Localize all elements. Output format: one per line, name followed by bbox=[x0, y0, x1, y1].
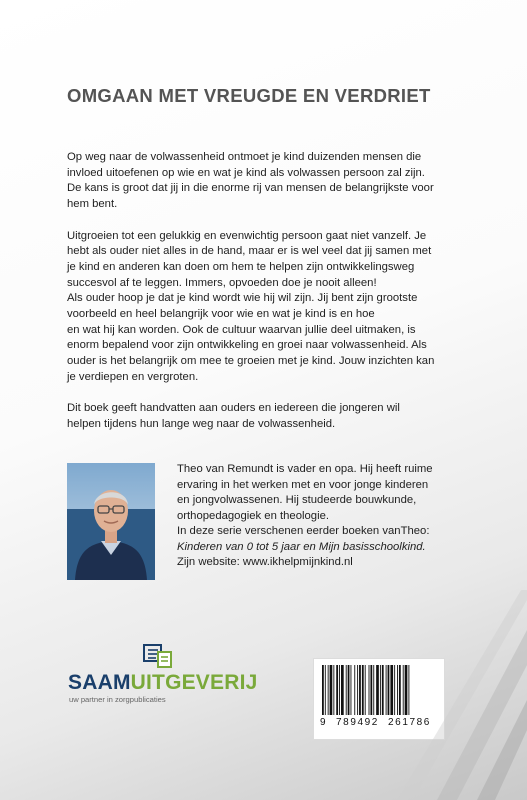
blurb-line: Uitgroeien tot een gelukkig en evenwichtig persoon gaat niet vanzelf. Je bbox=[67, 229, 427, 242]
bio-line: In deze serie verschenen eerder boeken vanTheo: bbox=[177, 525, 430, 537]
barcode-bar bbox=[373, 665, 374, 715]
blurb-text bbox=[67, 150, 487, 448]
blurb-paragraph-2 bbox=[67, 229, 487, 386]
barcode-bar bbox=[370, 665, 372, 715]
barcode-bar bbox=[351, 665, 352, 715]
barcode-bar bbox=[330, 665, 333, 715]
blurb-line: voorbeeld en heel belangrijk voor wie en wat je kind is en hoe bbox=[67, 308, 375, 321]
barcode-bar bbox=[359, 665, 361, 715]
blurb-line: Op weg naar de volwassenheid ontmoet je kind duizenden mensen die bbox=[67, 151, 422, 163]
barcode-bar bbox=[362, 665, 364, 715]
book-title: OMGAAN MET VREUGDE EN VERDRIET bbox=[67, 85, 431, 106]
blurb-line: hem bent. bbox=[67, 198, 118, 211]
bio-line: Theo van Remundt is vader en opa. Hij heeft ruime bbox=[177, 463, 433, 475]
decorative-stripes bbox=[377, 590, 527, 800]
author-bio bbox=[177, 462, 487, 571]
barcode-bar bbox=[328, 665, 329, 715]
barcode-bar bbox=[322, 665, 324, 715]
blurb-line: je kind en anderen kan doen om hem te helpen zijn ontwikkelingsweg bbox=[67, 260, 415, 273]
bio-previous-books: Kinderen van 0 tot 5 jaar en Mijn basisschoolkind. bbox=[177, 540, 426, 553]
bio-line: ervaring in het werken met en voor jonge kinderen bbox=[177, 478, 429, 491]
author-photo bbox=[67, 463, 155, 580]
bio-line: orthopedagogiek en theologie. bbox=[177, 509, 330, 522]
barcode-group-1: 789492 bbox=[336, 717, 379, 728]
barcode-first-digit: 9 bbox=[320, 717, 326, 728]
bio-line: en jongvolwassenen. Hij studeerde bouwkunde, bbox=[177, 494, 417, 506]
blurb-line: hebt als ouder niet alles in de hand, maar er is wel veel dat jij samen met bbox=[67, 245, 432, 258]
publisher-tagline: uw partner in zorgpublicaties bbox=[69, 695, 166, 704]
blurb-line: ouder is het belangrijk om mee te groeien met je kind. Jouw inzichten kan bbox=[67, 355, 435, 368]
blurb-line: Dit boek geeft handvatten aan ouders en iedereen die jongeren wil bbox=[67, 402, 400, 415]
barcode-bar bbox=[346, 665, 347, 715]
barcode-bar bbox=[365, 665, 366, 715]
blurb-line: De kans is groot dat jij in die enorme rij van mensen de belangrijkste voor bbox=[67, 182, 434, 195]
barcode-bar bbox=[341, 665, 344, 715]
bio-website: Zijn website: www.ikhelpmijnkind.nl bbox=[177, 556, 353, 568]
blurb-line: je verdiepen en vergroten. bbox=[67, 370, 199, 383]
barcode-group-2: 261786 bbox=[388, 717, 431, 728]
publisher-name-saam: SAAM bbox=[68, 671, 131, 694]
blurb-line: enorm bepalend voor zijn ontwikkeling en groei naar volwassenheid. Als bbox=[67, 339, 427, 352]
blurb-line: succesvol af te leggen. Immers, opvoeden doe je nooit alleen! bbox=[67, 276, 377, 289]
barcode-bar bbox=[339, 665, 340, 715]
barcode-bar bbox=[333, 665, 334, 715]
blurb-paragraph-3 bbox=[67, 401, 487, 432]
publisher-name-uitgeverij: UITGEVERIJ bbox=[130, 671, 258, 694]
barcode-bar bbox=[369, 665, 370, 715]
barcode-bar bbox=[325, 665, 326, 715]
blurb-line: helpen tijdens hun lange weg naar de volwassenheid. bbox=[67, 417, 336, 430]
publisher-logo-icon bbox=[139, 641, 175, 671]
publisher-name bbox=[68, 671, 258, 695]
barcode-bar bbox=[348, 665, 350, 715]
blurb-paragraph-1 bbox=[67, 150, 487, 213]
barcode-bar bbox=[357, 665, 358, 715]
barcode-bar bbox=[336, 665, 338, 715]
barcode-bar bbox=[354, 665, 355, 715]
blurb-line: en wat hij kan worden. Ook de cultuur waarvan jullie deel uitmaken, is bbox=[67, 323, 416, 336]
blurb-line: invloed uitoefenen op wie en wat je kind als volwassen persoon zal zijn. bbox=[67, 166, 425, 179]
blurb-line: Als ouder hoop je dat je kind wordt wie hij wil zijn. Jij bent zijn grootste bbox=[67, 292, 418, 305]
